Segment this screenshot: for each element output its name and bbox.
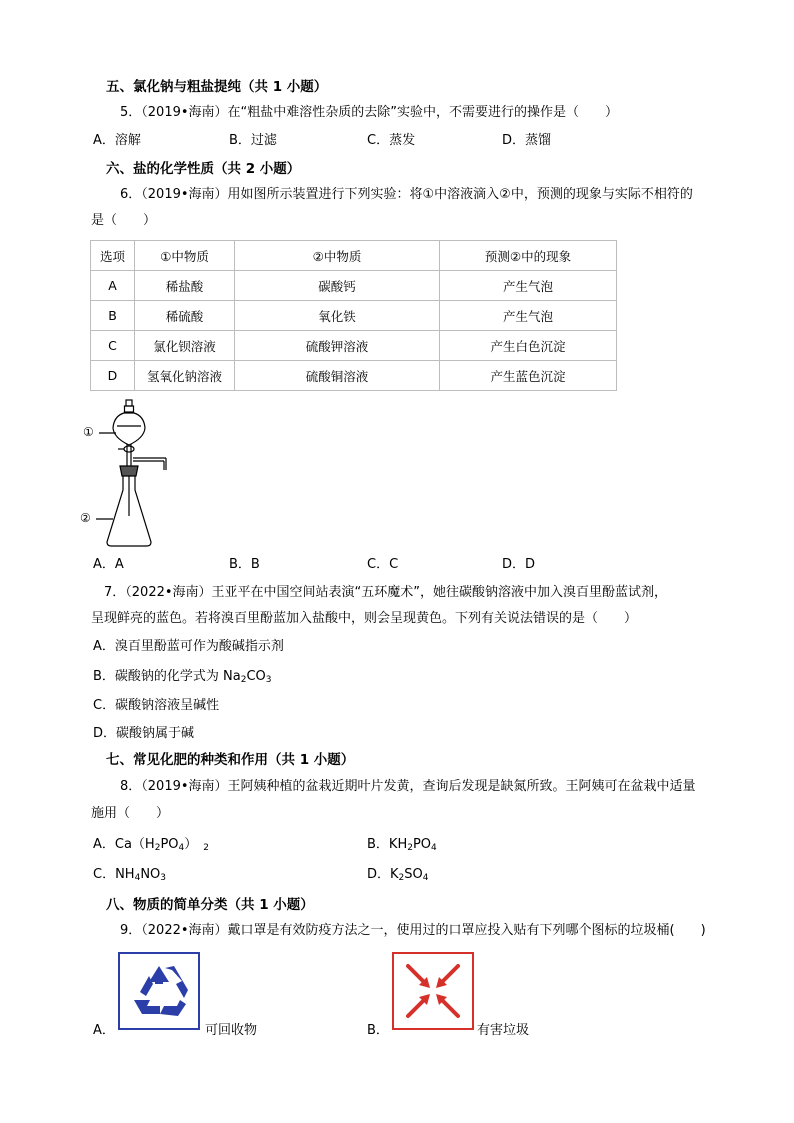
table-header-row	[91, 241, 617, 271]
q6-stem-line2: 是（ ）	[91, 213, 157, 228]
q5-option-b: B．过滤	[229, 133, 277, 148]
q6-option-c: C．C	[367, 557, 399, 572]
q5-option-c: C．蒸发	[367, 133, 416, 148]
table-cell: 氧化铁	[235, 301, 440, 331]
figure-label-1: ①	[83, 425, 94, 439]
table-cell: C	[91, 331, 135, 361]
table-header-cell: ②中物质	[235, 241, 440, 271]
hazardous-waste-icon	[392, 952, 474, 1030]
table-cell: A	[91, 271, 135, 301]
table-cell: 产生气泡	[440, 301, 617, 331]
table-row	[91, 331, 617, 361]
section-8-heading: 八、物质的简单分类（共 1 小题）	[106, 897, 314, 913]
q8-option-c: C．$NH_4NO_3$	[93, 867, 167, 883]
q7-stem-line1: 7．（2022•海南）王亚平在中国空间站表演“五环魔术”，她往碳酸钠溶液中加入溴百里酚蓝试剂，	[104, 585, 667, 600]
q9-option-a-label: 可回收物	[205, 1023, 258, 1038]
section-5-heading: 五、氯化钠与粗盐提纯（共 1 小题）	[106, 79, 328, 95]
table-header-cell: ①中物质	[135, 241, 235, 271]
section-7-heading: 七、常见化肥的种类和作用（共 1 小题）	[106, 752, 355, 768]
table-row	[91, 301, 617, 331]
table-cell: 氯化钡溶液	[135, 331, 235, 361]
q7-option-d: D．碳酸钠属于碱	[93, 726, 195, 741]
q8-stem-line2: 施用（ ）	[91, 806, 170, 821]
q8-stem-line1: 8．（2019•海南）王阿姨种植的盆栽近期叶片发黄，查询后发现是缺氮所致。王阿姨可在盆栽中适量	[120, 779, 696, 794]
q6-option-d: D．D	[502, 557, 536, 572]
q9-option-b-label: 有害垃圾	[477, 1023, 530, 1038]
table-cell: 产生蓝色沉淀	[440, 361, 617, 391]
q5-stem: 5．（2019•海南）在“粗盐中难溶性杂质的去除”实验中，不需要进行的操作是（ ）	[120, 105, 618, 120]
q6-table	[90, 240, 617, 391]
recycle-icon	[118, 952, 200, 1030]
figure-label-2: ②	[80, 511, 91, 525]
table-cell: 硫酸铜溶液	[235, 361, 440, 391]
table-cell: 碳酸钙	[235, 271, 440, 301]
table-cell: B	[91, 301, 135, 331]
apparatus-figure	[80, 398, 180, 550]
table-row	[91, 271, 617, 301]
q5-option-d: D．蒸馏	[502, 133, 552, 148]
table-cell: D	[91, 361, 135, 391]
table-header-cell: 选项	[91, 241, 135, 271]
table-cell: 产生白色沉淀	[440, 331, 617, 361]
q6-option-a: A．A	[93, 557, 124, 572]
section-6-heading: 六、盐的化学性质（共 2 小题）	[106, 161, 301, 177]
q8-option-a: A．$Ca(H_2PO_4)$ $_2$	[93, 837, 210, 853]
q6-option-b: B．B	[229, 557, 260, 572]
separatory-funnel-flask-diagram	[80, 398, 180, 550]
q9-option-b-letter: B．	[367, 1023, 389, 1038]
table-cell: 氢氧化钠溶液	[135, 361, 235, 391]
q5-option-a: A．溶解	[93, 133, 141, 148]
table-cell: 产生气泡	[440, 271, 617, 301]
q6-stem-line1: 6．（2019•海南）用如图所示装置进行下列实验：将①中溶液滴入②中，预测的现象与实际不相符的	[120, 187, 693, 202]
table-header-cell: 预测②中的现象	[440, 241, 617, 271]
q7-stem-line2: 呈现鲜亮的蓝色。若将溴百里酚蓝加入盐酸中，则会呈现黄色。下列有关说法错误的是（ ）	[91, 611, 638, 626]
q9-option-a-letter: A．	[93, 1023, 115, 1038]
q8-option-b: B．$KH_2PO_4$	[367, 837, 437, 853]
q7-option-b: B．碳酸钠的化学式为 $Na_2CO_3$	[93, 669, 272, 685]
table-cell: 稀盐酸	[135, 271, 235, 301]
table-cell: 硫酸钾溶液	[235, 331, 440, 361]
q7-option-c: C．碳酸钠溶液呈碱性	[93, 698, 220, 713]
table-row	[91, 361, 617, 391]
q9-stem: 9．（2022•海南）戴口罩是有效防疫方法之一，使用过的口罩应投入贴有下列哪个图标的垃圾桶( )	[120, 923, 706, 938]
q8-option-d: D．$K_2SO_4$	[367, 867, 429, 883]
table-cell: 稀硫酸	[135, 301, 235, 331]
q7-option-a: A．溴百里酚蓝可作为酸碱指示剂	[93, 639, 284, 654]
